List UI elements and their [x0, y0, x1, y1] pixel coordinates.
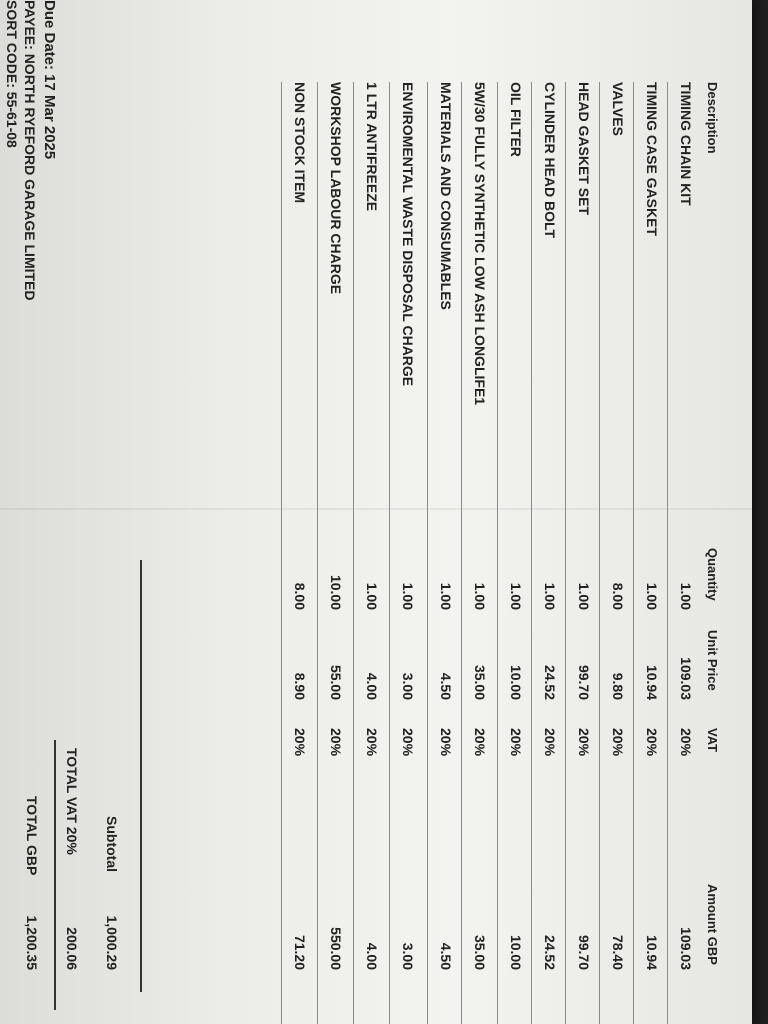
totals-rule [140, 560, 142, 992]
total-gbp-value: 1,200.35 [24, 915, 40, 970]
table-row [346, 0, 380, 1024]
table-row [660, 0, 694, 1024]
cell-description: WORKSHOP LABOUR CHARGE [328, 82, 344, 295]
header-unit-price: Unit Price [705, 630, 720, 691]
cell-quantity: 8.00 [610, 582, 626, 610]
row-divider [281, 82, 282, 1024]
cell-unit-price: 24.52 [542, 664, 558, 700]
cell-vat: 20% [644, 728, 660, 757]
row-divider [461, 82, 462, 1024]
cell-vat: 20% [400, 728, 416, 757]
cell-description: TIMING CASE GASKET [644, 82, 660, 237]
row-divider [427, 82, 428, 1024]
row-divider [497, 82, 498, 1024]
cell-unit-price: 55.00 [328, 664, 344, 700]
cell-description: 1 LTR ANTIFREEZE [364, 82, 380, 212]
table-row [524, 0, 558, 1024]
cell-unit-price: 109.03 [678, 657, 694, 700]
table-row [592, 0, 626, 1024]
row-divider [667, 82, 668, 1024]
header-description: Description [705, 82, 720, 154]
cell-amount: 24.52 [542, 934, 558, 970]
subtotal-value: 1,000.29 [104, 915, 120, 970]
cell-description: CYLINDER HEAD BOLT [542, 82, 558, 239]
table-row [454, 0, 488, 1024]
row-divider [531, 82, 532, 1024]
cell-amount: 3.00 [400, 942, 416, 970]
row-divider [633, 82, 634, 1024]
table-row [382, 0, 416, 1024]
cell-unit-price: 3.00 [400, 672, 416, 700]
cell-unit-price: 35.00 [472, 664, 488, 700]
table-row [310, 0, 344, 1024]
table-row [420, 0, 454, 1024]
subtotal-label: Subtotal [104, 816, 120, 872]
header-quantity: Quantity [705, 548, 720, 601]
cell-vat: 20% [472, 728, 488, 757]
cell-amount: 10.94 [644, 934, 660, 970]
cell-unit-price: 4.50 [438, 672, 454, 700]
row-divider [317, 82, 318, 1024]
cell-amount: 4.00 [364, 942, 380, 970]
cell-quantity: 8.00 [292, 582, 308, 610]
cell-quantity: 1.00 [678, 582, 694, 610]
cell-vat: 20% [678, 728, 694, 757]
cell-vat: 20% [610, 728, 626, 757]
cell-description: 5W/30 FULLY SYNTHETIC LOW ASH LONGLIFE1 [472, 82, 488, 406]
row-divider [565, 82, 566, 1024]
cell-vat: 20% [542, 728, 558, 757]
cell-amount: 4.50 [438, 942, 454, 970]
cell-quantity: 1.00 [438, 582, 454, 610]
cell-description: VALVES [610, 82, 626, 136]
cell-amount: 35.00 [472, 934, 488, 970]
cell-description: MATERIALS AND CONSUMABLES [438, 82, 454, 310]
cell-amount: 78.40 [610, 934, 626, 970]
cell-description: OIL FILTER [508, 82, 524, 157]
row-divider [599, 82, 600, 1024]
cell-quantity: 1.00 [542, 582, 558, 610]
due-date: Due Date: 17 Mar 2025 [41, 0, 58, 160]
cell-quantity: 1.00 [508, 582, 524, 610]
cell-quantity: 1.00 [400, 582, 416, 610]
cell-description: HEAD GASKET SET [576, 82, 592, 216]
cell-unit-price: 10.00 [508, 664, 524, 700]
payee: PAYEE: NORTH RYEFORD GARAGE LIMITED [22, 0, 38, 301]
cell-quantity: 1.00 [644, 582, 660, 610]
cell-description: TIMING CHAIN KIT [678, 82, 694, 206]
sort-code: SORT CODE: 55-61-08 [4, 0, 20, 148]
cell-unit-price: 4.00 [364, 672, 380, 700]
table-row [274, 0, 308, 1024]
cell-quantity: 1.00 [364, 582, 380, 610]
cell-description: ENVIROMENTAL WASTE DISPOSAL CHARGE [400, 82, 416, 387]
cell-description: NON STOCK ITEM [292, 82, 308, 204]
cell-quantity: 10.00 [328, 574, 344, 610]
cell-vat: 20% [364, 728, 380, 757]
cell-unit-price: 8.90 [292, 672, 308, 700]
cell-amount: 10.00 [508, 934, 524, 970]
cell-amount: 550.00 [328, 927, 344, 970]
header-vat: VAT [705, 728, 720, 753]
cell-quantity: 1.00 [576, 582, 592, 610]
cell-vat: 20% [438, 728, 454, 757]
cell-vat: 20% [508, 728, 524, 757]
total-vat-label: TOTAL VAT 20% [64, 748, 80, 855]
cell-vat: 20% [292, 728, 308, 757]
cell-vat: 20% [328, 728, 344, 757]
table-row [558, 0, 592, 1024]
total-vat-value: 200.06 [64, 927, 80, 970]
cell-unit-price: 10.94 [644, 664, 660, 700]
table-row [490, 0, 524, 1024]
table-row [626, 0, 660, 1024]
total-rule [54, 740, 56, 1010]
cell-unit-price: 99.70 [576, 664, 592, 700]
total-gbp-label: TOTAL GBP [24, 796, 40, 876]
row-divider [353, 82, 354, 1024]
header-amount: Amount GBP [705, 884, 720, 965]
cell-amount: 99.70 [576, 934, 592, 970]
cell-amount: 109.03 [678, 927, 694, 970]
cell-vat: 20% [576, 728, 592, 757]
row-divider [389, 82, 390, 1024]
cell-quantity: 1.00 [472, 582, 488, 610]
cell-unit-price: 9.80 [610, 672, 626, 700]
cell-amount: 71.20 [292, 934, 308, 970]
